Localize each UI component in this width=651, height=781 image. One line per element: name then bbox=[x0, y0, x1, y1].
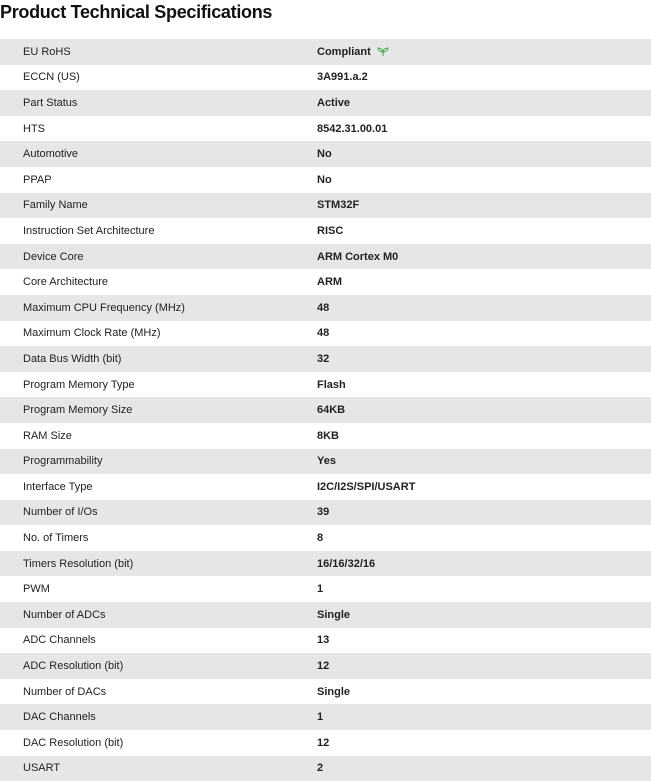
spec-name: Number of I/Os bbox=[23, 506, 98, 519]
spec-row bbox=[0, 372, 651, 398]
spec-name: ECCN (US) bbox=[23, 71, 80, 84]
spec-value-text: 12 bbox=[317, 736, 330, 749]
spec-value bbox=[317, 686, 350, 698]
spec-row bbox=[0, 295, 651, 321]
spec-value bbox=[317, 123, 387, 135]
spec-name: Number of DACs bbox=[23, 685, 107, 698]
spec-row bbox=[0, 525, 651, 551]
spec-row bbox=[0, 679, 651, 705]
spec-value-text: RISC bbox=[317, 224, 344, 237]
spec-row bbox=[0, 269, 651, 295]
spec-value bbox=[317, 762, 323, 774]
spec-name: PWM bbox=[23, 583, 50, 596]
spec-row bbox=[0, 628, 651, 654]
spec-name: Maximum CPU Frequency (MHz) bbox=[23, 301, 185, 314]
spec-row bbox=[0, 244, 651, 270]
spec-name: Device Core bbox=[23, 250, 84, 263]
spec-value bbox=[317, 225, 343, 237]
spec-value-text: Compliant bbox=[317, 45, 371, 58]
spec-value bbox=[317, 481, 415, 493]
spec-value bbox=[317, 302, 329, 314]
spec-row bbox=[0, 576, 651, 602]
spec-value-text: 64KB bbox=[317, 404, 346, 417]
spec-value bbox=[317, 199, 359, 211]
spec-row bbox=[0, 167, 651, 193]
spec-value bbox=[317, 353, 329, 365]
spec-value bbox=[317, 609, 350, 621]
spec-row bbox=[0, 39, 651, 65]
spec-value-text: ARM Cortex M0 bbox=[317, 250, 399, 263]
spec-name: Program Memory Size bbox=[23, 404, 133, 417]
spec-value bbox=[317, 46, 389, 58]
spec-name: HTS bbox=[23, 122, 45, 135]
spec-value bbox=[317, 430, 339, 442]
spec-name: PPAP bbox=[23, 173, 52, 186]
spec-row bbox=[0, 730, 651, 756]
spec-value bbox=[317, 711, 323, 723]
spec-value-text: No bbox=[317, 148, 332, 161]
spec-name: DAC Resolution (bit) bbox=[23, 736, 124, 749]
spec-name: EU RoHS bbox=[23, 45, 71, 58]
spec-value-text: No bbox=[317, 173, 332, 186]
spec-row bbox=[0, 65, 651, 91]
spec-row bbox=[0, 116, 651, 142]
spec-row bbox=[0, 141, 651, 167]
spec-name: Part Status bbox=[23, 96, 78, 109]
spec-name: Family Name bbox=[23, 199, 88, 212]
spec-name: RAM Size bbox=[23, 429, 72, 442]
spec-value-text: 48 bbox=[317, 327, 330, 340]
spec-value bbox=[317, 558, 375, 570]
spec-value-text: I2C/I2S/SPI/USART bbox=[317, 480, 416, 493]
spec-value-text: 2 bbox=[317, 762, 324, 775]
spec-value-text: 1 bbox=[317, 583, 324, 596]
spec-name: Program Memory Type bbox=[23, 378, 135, 391]
spec-value-text: Yes bbox=[317, 455, 336, 468]
spec-row bbox=[0, 602, 651, 628]
spec-name: Programmability bbox=[23, 455, 103, 468]
spec-value-text: 32 bbox=[317, 352, 330, 365]
spec-value-text: Single bbox=[317, 685, 351, 698]
spec-value-text: 12 bbox=[317, 660, 330, 673]
spec-value-text: 16/16/32/16 bbox=[317, 557, 376, 570]
spec-row bbox=[0, 346, 651, 372]
spec-value bbox=[317, 404, 345, 416]
spec-row bbox=[0, 653, 651, 679]
spec-value-text: 3A991.a.2 bbox=[317, 71, 368, 84]
spec-row bbox=[0, 474, 651, 500]
spec-row bbox=[0, 321, 651, 347]
spec-value bbox=[317, 276, 342, 288]
spec-value bbox=[317, 506, 329, 518]
spec-row bbox=[0, 423, 651, 449]
spec-value bbox=[317, 97, 350, 109]
spec-value bbox=[317, 737, 329, 749]
spec-name: ADC Channels bbox=[23, 634, 96, 647]
spec-value bbox=[317, 455, 336, 467]
spec-value-text: 48 bbox=[317, 301, 330, 314]
spec-name: Data Bus Width (bit) bbox=[23, 352, 122, 365]
spec-value bbox=[317, 71, 368, 83]
spec-value-text: Single bbox=[317, 608, 351, 621]
spec-name: DAC Channels bbox=[23, 711, 96, 724]
spec-name: Automotive bbox=[23, 148, 79, 161]
spec-value-text: 13 bbox=[317, 634, 330, 647]
spec-value bbox=[317, 174, 332, 186]
spec-name: USART bbox=[23, 762, 61, 775]
spec-row bbox=[0, 218, 651, 244]
spec-value-text: 8542.31.00.01 bbox=[317, 122, 388, 135]
spec-name: Instruction Set Architecture bbox=[23, 224, 155, 237]
spec-value bbox=[317, 148, 332, 160]
spec-value-text: STM32F bbox=[317, 199, 360, 212]
spec-value-text: ARM bbox=[317, 276, 343, 289]
spec-value bbox=[317, 634, 329, 646]
spec-row bbox=[0, 500, 651, 526]
spec-value bbox=[317, 532, 323, 544]
spec-name: No. of Timers bbox=[23, 532, 89, 545]
spec-value bbox=[317, 379, 346, 391]
spec-value-text: 8 bbox=[317, 532, 324, 545]
spec-value-text: 8KB bbox=[317, 429, 340, 442]
page-title: Product Technical Specifications bbox=[0, 2, 273, 22]
spec-name: ADC Resolution (bit) bbox=[23, 660, 124, 673]
spec-name: Maximum Clock Rate (MHz) bbox=[23, 327, 161, 340]
spec-row bbox=[0, 756, 651, 781]
spec-row bbox=[0, 90, 651, 116]
spec-name: Core Architecture bbox=[23, 276, 108, 289]
spec-row bbox=[0, 193, 651, 219]
spec-table bbox=[0, 39, 651, 781]
spec-name: Number of ADCs bbox=[23, 608, 106, 621]
spec-value bbox=[317, 660, 329, 672]
spec-value-text: 39 bbox=[317, 506, 330, 519]
spec-value bbox=[317, 251, 398, 263]
spec-row bbox=[0, 397, 651, 423]
spec-name: Interface Type bbox=[23, 480, 93, 493]
leaf-icon bbox=[377, 47, 389, 57]
spec-value bbox=[317, 327, 329, 339]
spec-value bbox=[317, 583, 323, 595]
spec-name: Timers Resolution (bit) bbox=[23, 557, 134, 570]
spec-value-text: 1 bbox=[317, 711, 324, 724]
spec-row bbox=[0, 449, 651, 475]
spec-value-text: Flash bbox=[317, 378, 346, 391]
spec-row bbox=[0, 551, 651, 577]
spec-value-text: Active bbox=[317, 96, 351, 109]
spec-row bbox=[0, 704, 651, 730]
